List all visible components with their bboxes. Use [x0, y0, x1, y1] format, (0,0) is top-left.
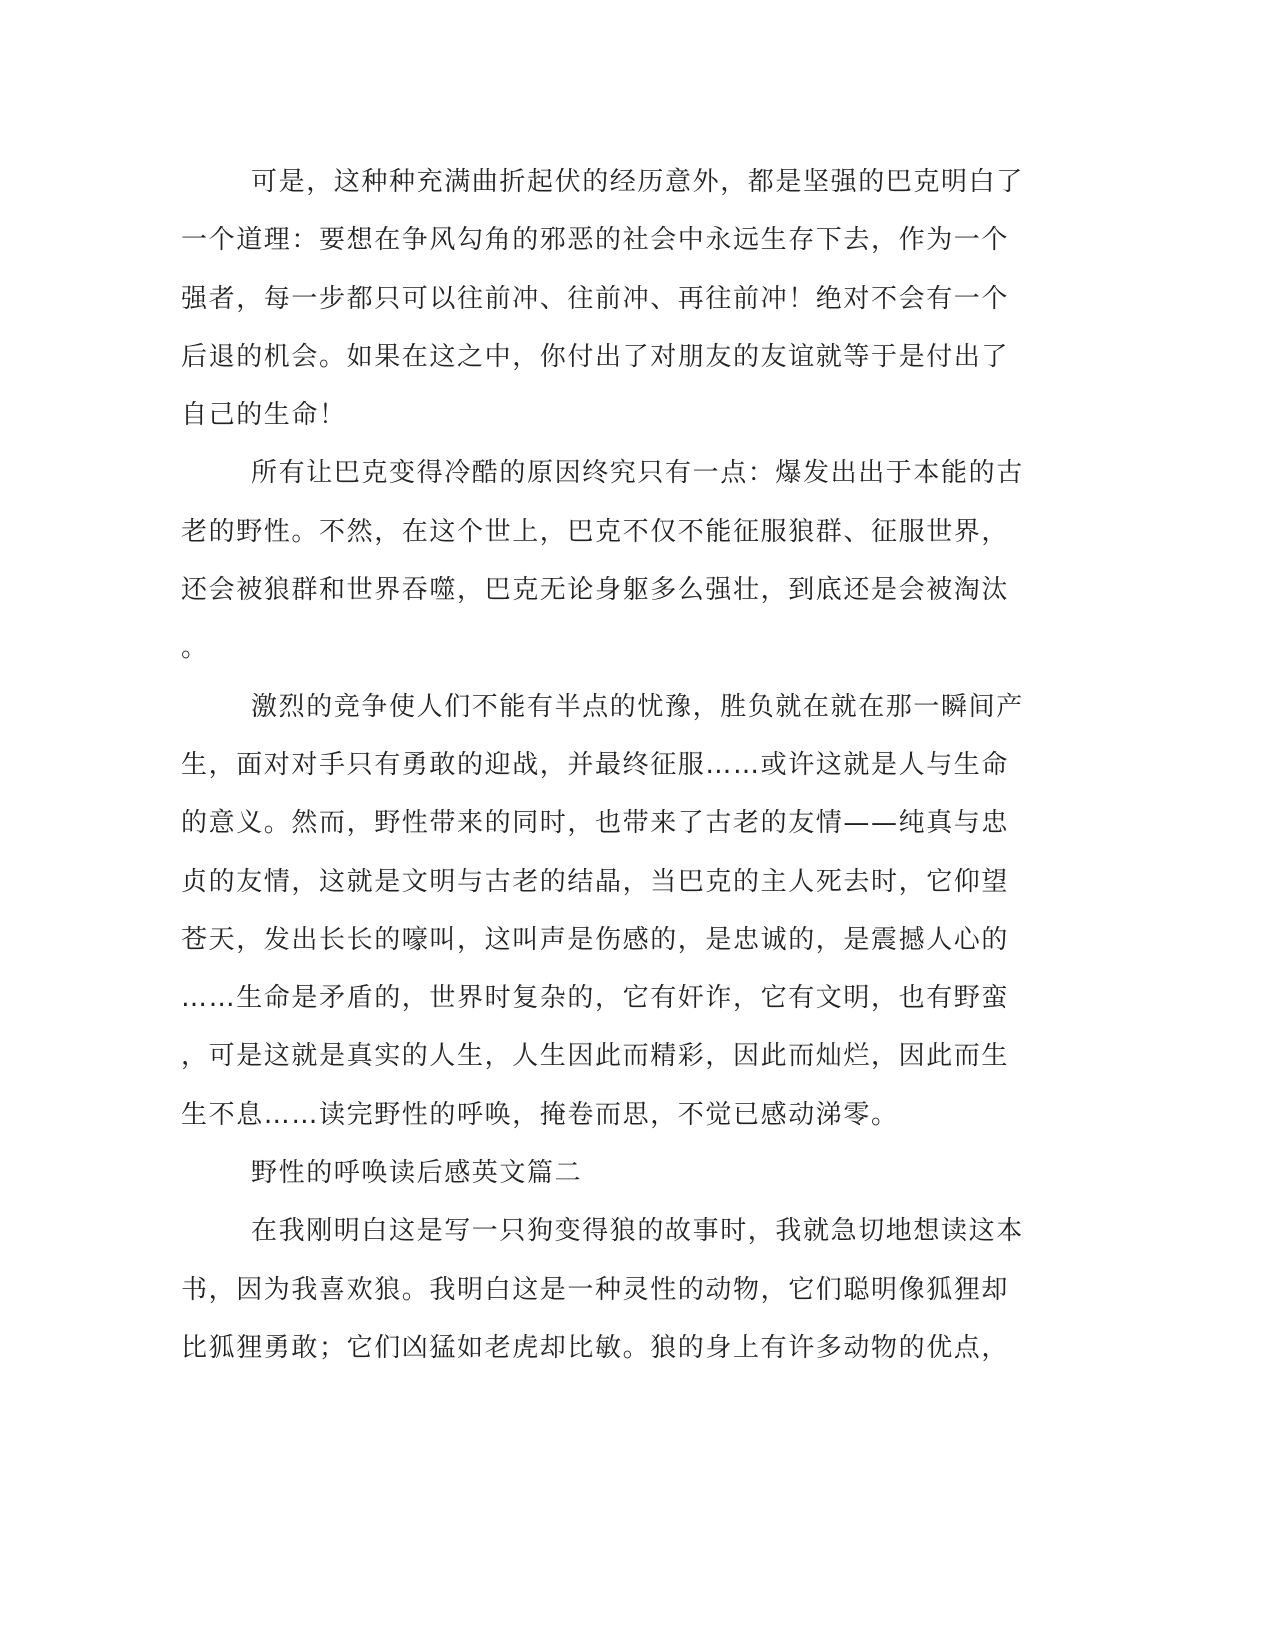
text-line: 贞的友情，这就是文明与古老的结晶，当巴克的主人死去时，它仰望 [181, 866, 1010, 897]
text-line: 比狐狸勇敢；它们凶猛如老虎却比敏。狼的身上有许多动物的优点， [181, 1332, 1010, 1363]
text-line: 后退的机会。如果在这之中，你付出了对朋友的友谊就等于是付出了 [181, 341, 1010, 372]
text-line: 书，因为我喜欢狼。我明白这是一种灵性的动物，它们聪明像狐狸却 [181, 1274, 1010, 1305]
text-line: 的意义。然而，野性带来的同时，也带来了古老的友情——纯真与忠 [181, 808, 1010, 839]
text-line: 自己的生命！ [181, 400, 347, 431]
text-line: 可是，这种种充满曲折起伏的经历意外，都是坚强的巴克明白了 [251, 167, 1024, 197]
text-line: 在我刚明白这是写一只狗变得狼的故事时，我就急切地想读这本 [251, 1216, 1024, 1247]
text-line: 所有让巴克变得冷酷的原因终究只有一点：爆发出出于本能的古 [251, 458, 1024, 489]
text-line: 苍天，发出长长的嚎叫，这叫声是伤感的，是忠诚的，是震撼人心的 [181, 924, 1010, 955]
text-line: 老的野性。不然，在这个世上，巴克不仅不能征服狼群、征服世界， [181, 516, 1010, 547]
text-line: 生，面对对手只有勇敢的迎战，并最终征服……或许这就是人与生命 [181, 749, 1010, 780]
text-line: 。 [181, 633, 209, 664]
text-line: 还会被狼群和世界吞噬，巴克无论身躯多么强壮，到底还是会被淘汰 [181, 575, 1010, 606]
text-line: 激烈的竞争使人们不能有半点的忧豫，胜负就在就在那一瞬间产 [251, 691, 1024, 722]
text-line: ，可是这就是真实的人生，人生因此而精彩，因此而灿烂，因此而生 [181, 1041, 1010, 1072]
text-line: 强者，每一步都只可以往前冲、往前冲、再往前冲！绝对不会有一个 [181, 283, 1010, 314]
text-line: 生不息……读完野性的呼唤，掩卷而思，不觉已感动涕零。 [181, 1099, 899, 1130]
text-line: 一个道理：要想在争风勾角的邪恶的社会中永远生存下去，作为一个 [181, 225, 1010, 256]
section-heading: 野性的呼唤读后感英文篇二 [251, 1158, 583, 1189]
document-body [181, 153, 1061, 1377]
text-line: ……生命是矛盾的，世界时复杂的，它有奸诈，它有文明，也有野蛮 [181, 983, 1010, 1014]
